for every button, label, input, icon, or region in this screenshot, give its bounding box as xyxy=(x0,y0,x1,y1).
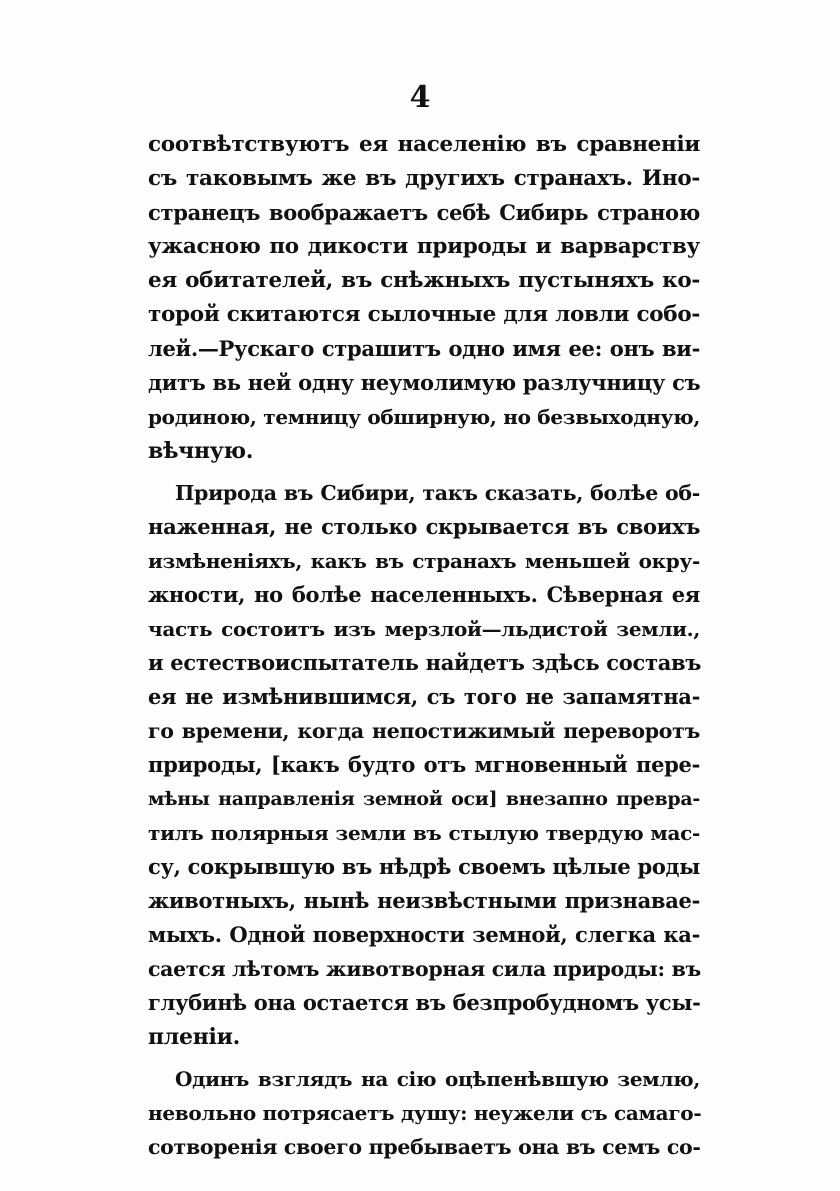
text-line: сается лѣтомъ животворная сила природы: въ xyxy=(148,957,701,981)
text-line: Природа въ Сибири, такъ сказать, болѣе об- xyxy=(175,481,700,505)
text-line: глубинѣ она остается въ безпробудномъ усы- xyxy=(148,990,701,1015)
text-line: ужасною по дикости природы и варварству xyxy=(148,234,700,259)
text-line: и естествоиспытатель найдетъ здѣсь составъ xyxy=(148,650,702,675)
text-line: жности, но болѣе населенныхъ. Сѣверная ея xyxy=(148,582,700,607)
text-line: странецъ воображаетъ себѣ Сибирь страною xyxy=(148,200,700,225)
text-line: су, сокрывшую въ нѣдрѣ своемъ цѣлые роды xyxy=(148,854,700,879)
text-line: животныхъ, нынѣ неизвѣстными признавае- xyxy=(148,888,700,913)
text-line: торой скитаются сылочные для ловли собо- xyxy=(148,302,700,327)
text-line: Одинъ взглядъ на сію оцѣпенѣвшую землю, xyxy=(175,1067,700,1091)
text-line: пленіи. xyxy=(148,1024,240,1050)
text-line: родиною, темницу обширную, но безвыходную, xyxy=(148,405,700,429)
text-line: тилъ полярныя земли въ стылую твердую мас- xyxy=(148,821,700,845)
text-line: мыхъ. Одной поверхности земной, слегка ка- xyxy=(148,922,700,947)
text-line: мѣны направленія земной оси] внезапно превра- xyxy=(148,788,700,810)
text-line: съ таковымъ же въ другихъ странахъ. Ино- xyxy=(148,166,700,191)
text-line: часть состоитъ изъ мерзлой—льдистой земли., xyxy=(148,617,700,641)
text-line: вѣчную. xyxy=(148,438,254,464)
text-line: дитъ вь ней одну неумолимую разлучницу съ xyxy=(148,370,701,395)
text-line: наженная, не столько скрывается въ своихъ xyxy=(148,514,700,539)
text-line: ея не измѣнившимся, съ того не запамятна- xyxy=(148,684,700,709)
text-line: сотворенія своего пребываетъ она въ семъ со- xyxy=(148,1135,701,1159)
text-line: невольно потрясаетъ душу: неужели съ самаго- xyxy=(148,1101,702,1125)
page-number: 4 xyxy=(409,80,431,115)
text-line: го времени, когда непостижимый переворотъ xyxy=(148,719,700,743)
text-line: соотвѣтствуютъ ея населенію въ сравненіи xyxy=(148,132,700,157)
text-line: лей.—Рускаго страшитъ одно имя ее: онъ ви- xyxy=(148,336,700,361)
text-line: измѣненіяхъ, какъ въ странахъ меньшей окру- xyxy=(148,549,700,573)
text-line: ея обитателей, въ снѣжныхъ пустыняхъ ко- xyxy=(148,268,700,293)
text-line: природы, [какъ будто отъ мгновенный пере- xyxy=(148,752,700,777)
